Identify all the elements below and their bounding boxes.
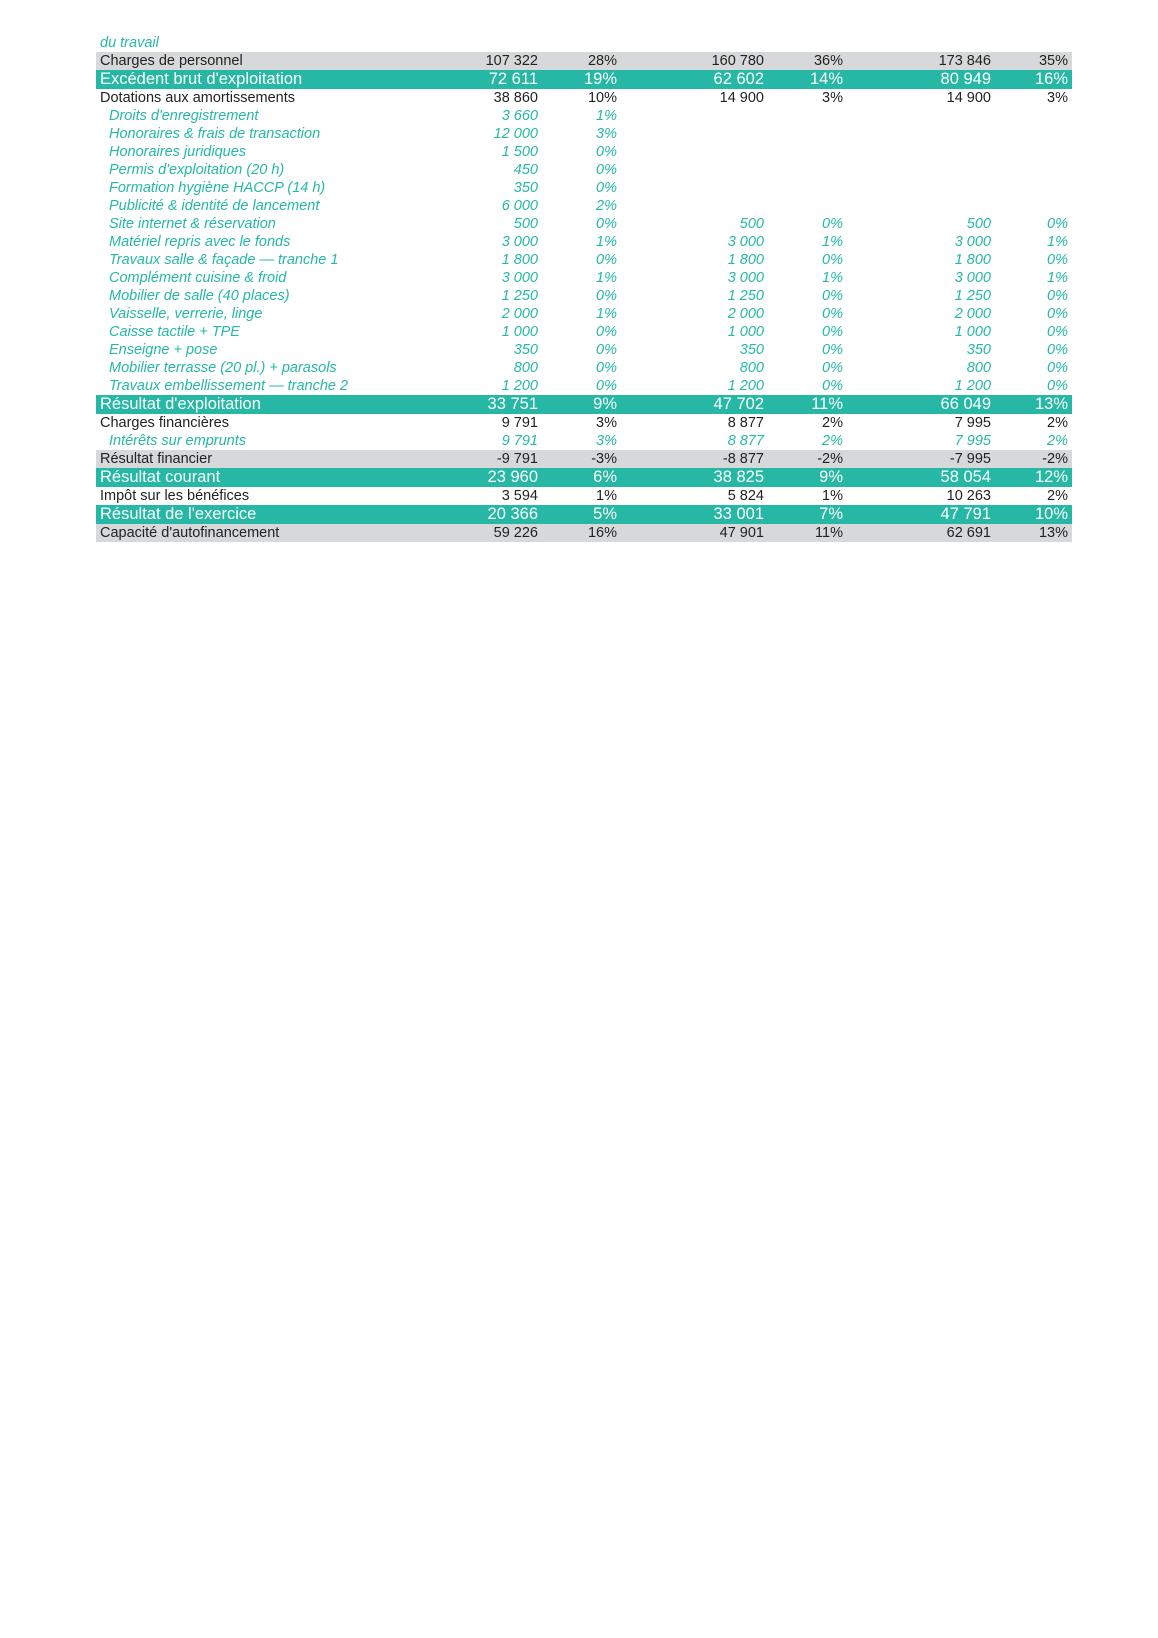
amount-cell: 58 054 <box>940 468 991 486</box>
table-row <box>96 359 1072 377</box>
row-label: Permis d'exploitation (20 h) <box>109 162 285 178</box>
income-statement-table <box>96 34 1072 542</box>
amount-cell: 9 791 <box>501 415 538 431</box>
amount-cell: 66 049 <box>940 395 991 413</box>
row-label: Site internet & réservation <box>109 216 276 232</box>
row-label: Complément cuisine & froid <box>109 270 287 286</box>
percent-cell: 0% <box>596 144 617 160</box>
percent-cell: 0% <box>1047 252 1068 268</box>
amount-cell: 9 791 <box>501 433 538 449</box>
amount-cell: 1 800 <box>501 252 538 268</box>
percent-cell: 36% <box>813 53 843 69</box>
table-row <box>96 524 1072 542</box>
percent-cell: 16% <box>587 525 617 541</box>
amount-cell: 33 751 <box>487 395 538 413</box>
percent-cell: 0% <box>596 216 617 232</box>
percent-cell: 0% <box>596 324 617 340</box>
percent-cell: -2% <box>817 451 843 467</box>
amount-cell: -9 791 <box>496 451 538 467</box>
percent-cell: 1% <box>596 306 617 322</box>
amount-cell: 7 995 <box>954 433 991 449</box>
table-row <box>96 468 1072 487</box>
caption-row <box>96 34 1072 52</box>
table-row <box>96 505 1072 524</box>
row-label: Formation hygiène HACCP (14 h) <box>109 180 326 196</box>
percent-cell: 1% <box>1047 234 1068 250</box>
amount-cell: 3 660 <box>501 108 538 124</box>
table-row <box>96 197 1072 215</box>
amount-cell: 38 860 <box>493 90 538 106</box>
table-row <box>96 233 1072 251</box>
percent-cell: 11% <box>811 395 843 413</box>
percent-cell: 28% <box>587 53 617 69</box>
table-row <box>96 269 1072 287</box>
percent-cell: 2% <box>822 433 843 449</box>
amount-cell: 3 000 <box>727 270 764 286</box>
amount-cell: 1 250 <box>727 288 764 304</box>
row-label: Capacité d'autofinancement <box>100 525 280 541</box>
table-row <box>96 251 1072 269</box>
table-row <box>96 414 1072 432</box>
percent-cell: 1% <box>596 108 617 124</box>
percent-cell: 12% <box>1034 468 1068 486</box>
amount-cell: 173 846 <box>938 53 991 69</box>
amount-cell: 1 250 <box>954 288 991 304</box>
amount-cell: 72 611 <box>488 70 538 88</box>
amount-cell: 7 995 <box>954 415 991 431</box>
table-row <box>96 432 1072 450</box>
table-row <box>96 125 1072 143</box>
amount-cell: 350 <box>966 342 991 358</box>
row-label: Impôt sur les bénéfices <box>100 488 250 504</box>
percent-cell: 11% <box>815 525 843 541</box>
table-row <box>96 215 1072 233</box>
amount-cell: 160 780 <box>711 53 764 69</box>
amount-cell: 350 <box>739 342 764 358</box>
table-row <box>96 161 1072 179</box>
percent-cell: 1% <box>1047 270 1068 286</box>
percent-cell: 1% <box>822 234 843 250</box>
amount-cell: 800 <box>739 360 764 376</box>
amount-cell: 450 <box>513 162 538 178</box>
percent-cell: 1% <box>822 270 843 286</box>
amount-cell: 33 001 <box>713 505 764 523</box>
amount-cell: 1 200 <box>954 378 991 394</box>
percent-cell: 0% <box>596 180 617 196</box>
table-row <box>96 70 1072 89</box>
percent-cell: 0% <box>1047 216 1068 232</box>
percent-cell: 6% <box>593 468 617 486</box>
row-label: Résultat courant <box>100 468 221 486</box>
amount-cell: 59 226 <box>493 525 538 541</box>
row-label: Caisse tactile + TPE <box>109 324 240 340</box>
percent-cell: 0% <box>596 288 617 304</box>
percent-cell: 0% <box>822 288 843 304</box>
table-row <box>96 323 1072 341</box>
row-label: Travaux embellissement — tranche 2 <box>109 378 349 394</box>
amount-cell: 47 702 <box>713 395 764 413</box>
percent-cell: 1% <box>596 488 617 504</box>
amount-cell: 6 000 <box>501 198 538 214</box>
row-label: Résultat financier <box>100 451 213 467</box>
amount-cell: 5 824 <box>727 488 764 504</box>
percent-cell: 3% <box>822 90 843 106</box>
amount-cell: 350 <box>513 180 538 196</box>
percent-cell: 19% <box>583 70 617 88</box>
percent-cell: -2% <box>1042 451 1068 467</box>
row-label: Honoraires & frais de transaction <box>109 126 321 142</box>
percent-cell: 9% <box>593 395 617 413</box>
row-label: Charges de personnel <box>100 53 243 69</box>
amount-cell: 1 200 <box>501 378 538 394</box>
amount-cell: 62 602 <box>713 70 764 88</box>
row-label: Vaisselle, verrerie, linge <box>109 306 263 322</box>
row-label: Mobilier de salle (40 places) <box>109 288 290 304</box>
amount-cell: 800 <box>966 360 991 376</box>
amount-cell: 2 000 <box>954 306 991 322</box>
table-row <box>96 487 1072 505</box>
amount-cell: 38 825 <box>713 468 764 486</box>
percent-cell: 3% <box>596 415 617 431</box>
percent-cell: 0% <box>1047 324 1068 340</box>
percent-cell: 2% <box>822 415 843 431</box>
amount-cell: 500 <box>513 216 538 232</box>
percent-cell: 13% <box>1038 525 1068 541</box>
amount-cell: 2 000 <box>727 306 764 322</box>
amount-cell: 1 000 <box>954 324 991 340</box>
percent-cell: 10% <box>1034 505 1068 523</box>
percent-cell: 16% <box>1034 70 1068 88</box>
table-row <box>96 450 1072 468</box>
percent-cell: 0% <box>1047 360 1068 376</box>
percent-cell: 2% <box>1047 415 1068 431</box>
table-row <box>96 52 1072 70</box>
percent-cell: 0% <box>822 306 843 322</box>
table-row <box>96 89 1072 107</box>
table-row <box>96 305 1072 323</box>
amount-cell: 3 000 <box>501 234 538 250</box>
amount-cell: 8 877 <box>727 415 764 431</box>
percent-cell: 0% <box>596 162 617 178</box>
percent-cell: 2% <box>1047 433 1068 449</box>
row-label: Résultat d'exploitation <box>100 395 261 413</box>
percent-cell: 9% <box>819 468 843 486</box>
amount-cell: 1 000 <box>727 324 764 340</box>
percent-cell: 3% <box>596 126 617 142</box>
percent-cell: 0% <box>822 378 843 394</box>
amount-cell: 23 960 <box>487 468 538 486</box>
row-label: Travaux salle & façade — tranche 1 <box>109 252 339 268</box>
percent-cell: 0% <box>1047 378 1068 394</box>
amount-cell: 10 263 <box>946 488 991 504</box>
percent-cell: 0% <box>1047 288 1068 304</box>
percent-cell: 0% <box>822 360 843 376</box>
amount-cell: 14 900 <box>719 90 764 106</box>
amount-cell: 47 791 <box>940 505 991 523</box>
amount-cell: -8 877 <box>722 451 764 467</box>
amount-cell: 1 000 <box>501 324 538 340</box>
row-label: Intérêts sur emprunts <box>109 433 246 449</box>
amount-cell: 3 000 <box>501 270 538 286</box>
row-label: Matériel repris avec le fonds <box>109 234 291 250</box>
amount-cell: 62 691 <box>946 525 991 541</box>
row-label: Excédent brut d'exploitation <box>100 70 303 88</box>
amount-cell: 1 200 <box>727 378 764 394</box>
amount-cell: 8 877 <box>727 433 764 449</box>
percent-cell: 0% <box>596 342 617 358</box>
percent-cell: 0% <box>596 360 617 376</box>
amount-cell: 20 366 <box>487 505 538 523</box>
table-body <box>96 52 1072 542</box>
amount-cell: 1 800 <box>954 252 991 268</box>
amount-cell: 1 800 <box>727 252 764 268</box>
amount-cell: 500 <box>966 216 991 232</box>
table-row <box>96 341 1072 359</box>
amount-cell: 3 000 <box>954 270 991 286</box>
amount-cell: 80 949 <box>940 70 991 88</box>
table-row <box>96 107 1072 125</box>
row-label: Honoraires juridiques <box>109 144 247 160</box>
percent-cell: 0% <box>822 252 843 268</box>
amount-cell: 107 322 <box>485 53 538 69</box>
row-label: Charges financières <box>100 415 229 431</box>
amount-cell: 500 <box>739 216 764 232</box>
percent-cell: 0% <box>596 378 617 394</box>
row-label: Dotations aux amortissements <box>100 90 296 106</box>
percent-cell: 35% <box>1038 53 1068 69</box>
percent-cell: 13% <box>1034 395 1068 413</box>
amount-cell: 3 000 <box>727 234 764 250</box>
amount-cell: 12 000 <box>493 126 538 142</box>
amount-cell: -7 995 <box>949 451 991 467</box>
percent-cell: 0% <box>822 342 843 358</box>
table-row <box>96 395 1072 414</box>
amount-cell: 3 000 <box>954 234 991 250</box>
amount-cell: 800 <box>513 360 538 376</box>
percent-cell: 0% <box>1047 342 1068 358</box>
percent-cell: 1% <box>596 270 617 286</box>
row-label: Enseigne + pose <box>109 342 218 358</box>
amount-cell: 1 500 <box>501 144 538 160</box>
percent-cell: 3% <box>1047 90 1068 106</box>
row-label: Droits d'enregistrement <box>109 108 259 124</box>
percent-cell: 5% <box>593 505 617 523</box>
row-label: Publicité & identité de lancement <box>109 198 320 214</box>
percent-cell: 3% <box>596 433 617 449</box>
table-row <box>96 143 1072 161</box>
table-row <box>96 377 1072 395</box>
table-row <box>96 179 1072 197</box>
percent-cell: 1% <box>822 488 843 504</box>
percent-cell: -3% <box>591 451 617 467</box>
percent-cell: 2% <box>596 198 617 214</box>
caption-text: du travail <box>100 35 159 51</box>
percent-cell: 0% <box>822 216 843 232</box>
row-label: Résultat de l'exercice <box>100 505 257 523</box>
percent-cell: 10% <box>587 90 617 106</box>
percent-cell: 1% <box>596 234 617 250</box>
amount-cell: 1 250 <box>501 288 538 304</box>
amount-cell: 14 900 <box>946 90 991 106</box>
row-label: Mobilier terrasse (20 pl.) + parasols <box>109 360 337 376</box>
percent-cell: 0% <box>822 324 843 340</box>
percent-cell: 14% <box>809 70 843 88</box>
table-row <box>96 287 1072 305</box>
percent-cell: 0% <box>1047 306 1068 322</box>
amount-cell: 47 901 <box>719 525 764 541</box>
amount-cell: 3 594 <box>501 488 538 504</box>
percent-cell: 0% <box>596 252 617 268</box>
amount-cell: 2 000 <box>501 306 538 322</box>
amount-cell: 350 <box>513 342 538 358</box>
percent-cell: 2% <box>1047 488 1068 504</box>
percent-cell: 7% <box>819 505 843 523</box>
